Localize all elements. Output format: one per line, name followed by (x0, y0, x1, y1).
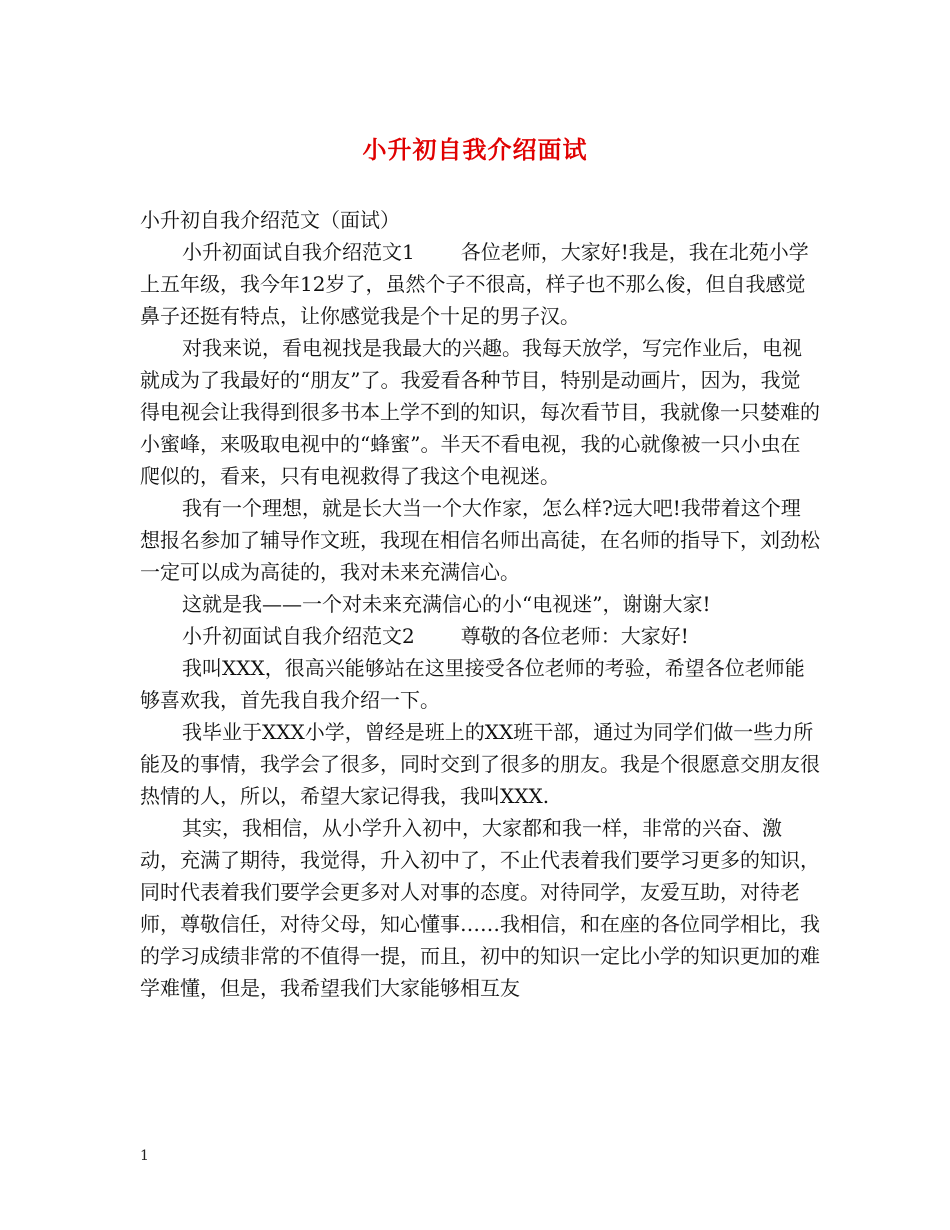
page-title: 小升初自我介绍面试 (362, 135, 588, 164)
paragraph-lead: 小升初面试自我介绍范文1 (182, 240, 415, 264)
paragraph-text: 尊敬的各位老师：大家好! (460, 624, 689, 648)
paragraph-7: 我毕业于XXX小学，曾经是班上的XX班干部，通过为同学们做一些力所能及的事情，我学会了很多，同时交到了很多的朋友。我是个很愿意交朋友很热情的人，所以，希望大家记得我，我叫XXX. (140, 720, 820, 808)
paragraph-3: 我有一个理想，就是长大当一个大作家，怎么样?远大吧!我带着这个理想报名参加了辅导作文班，我现在相信名师出高徒，在名师的指导下，刘劲松一定可以成为高徒的，我对未来充满信心。 (140, 496, 820, 584)
paragraph-8: 其实，我相信，从小学升入初中，大家都和我一样，非常的兴奋、激动，充满了期待，我觉得，升入初中了，不止代表着我们要学习更多的知识，同时代表着我们要学会更多对人对事的态度。对待同学，友爱互助，对待老师，尊敬信任，对待父母，知心懂事……我相信，和在座的各位同学相比，我的学习成绩非常的不值得一提，而且，初中的知识一定比小学的知识更加的难学难懂，但是，我希望我们大家能够相互友 (140, 816, 820, 1000)
paragraph-5 (140, 620, 820, 652)
page-number: 1 (140, 1148, 149, 1164)
paragraph-text: 各位老师，大家好!我是，我在北苑小学上五年级，我今年12岁了，虽然个子不很高，样子也不那么俊，但自我感觉鼻子还挺有特点，让你感觉我是个十足的男子汉。 (140, 240, 809, 328)
paragraph-lead: 小升初面试自我介绍范文2 (182, 624, 415, 648)
paragraph-2: 对我来说，看电视找是我最大的兴趣。我每天放学，写完作业后，电视就成为了我最好的“朋友”了。我爱看各种节目，特别是动画片，因为，我觉得电视会让我得到很多书本上学不到的知识，每次看节目，我就像一只婪难的小蜜峰，来吸取电视中的“蜂蜜”。半天不看电视，我的心就像被一只小虫在爬似的，看来，只有电视救得了我这个电视迷。 (140, 336, 820, 488)
paragraph-6: 我叫XXX，很高兴能够站在这里接受各位老师的考验，希望各位老师能够喜欢我，首先我自我介绍一下。 (140, 656, 805, 712)
document-subtitle: 小升初自我介绍范文（面试） (140, 208, 400, 232)
paragraph-4: 这就是我——一个对未来充满信心的小“电视迷”，谢谢大家! (182, 592, 711, 616)
paragraph-1 (140, 236, 820, 332)
document-body (140, 204, 820, 1004)
